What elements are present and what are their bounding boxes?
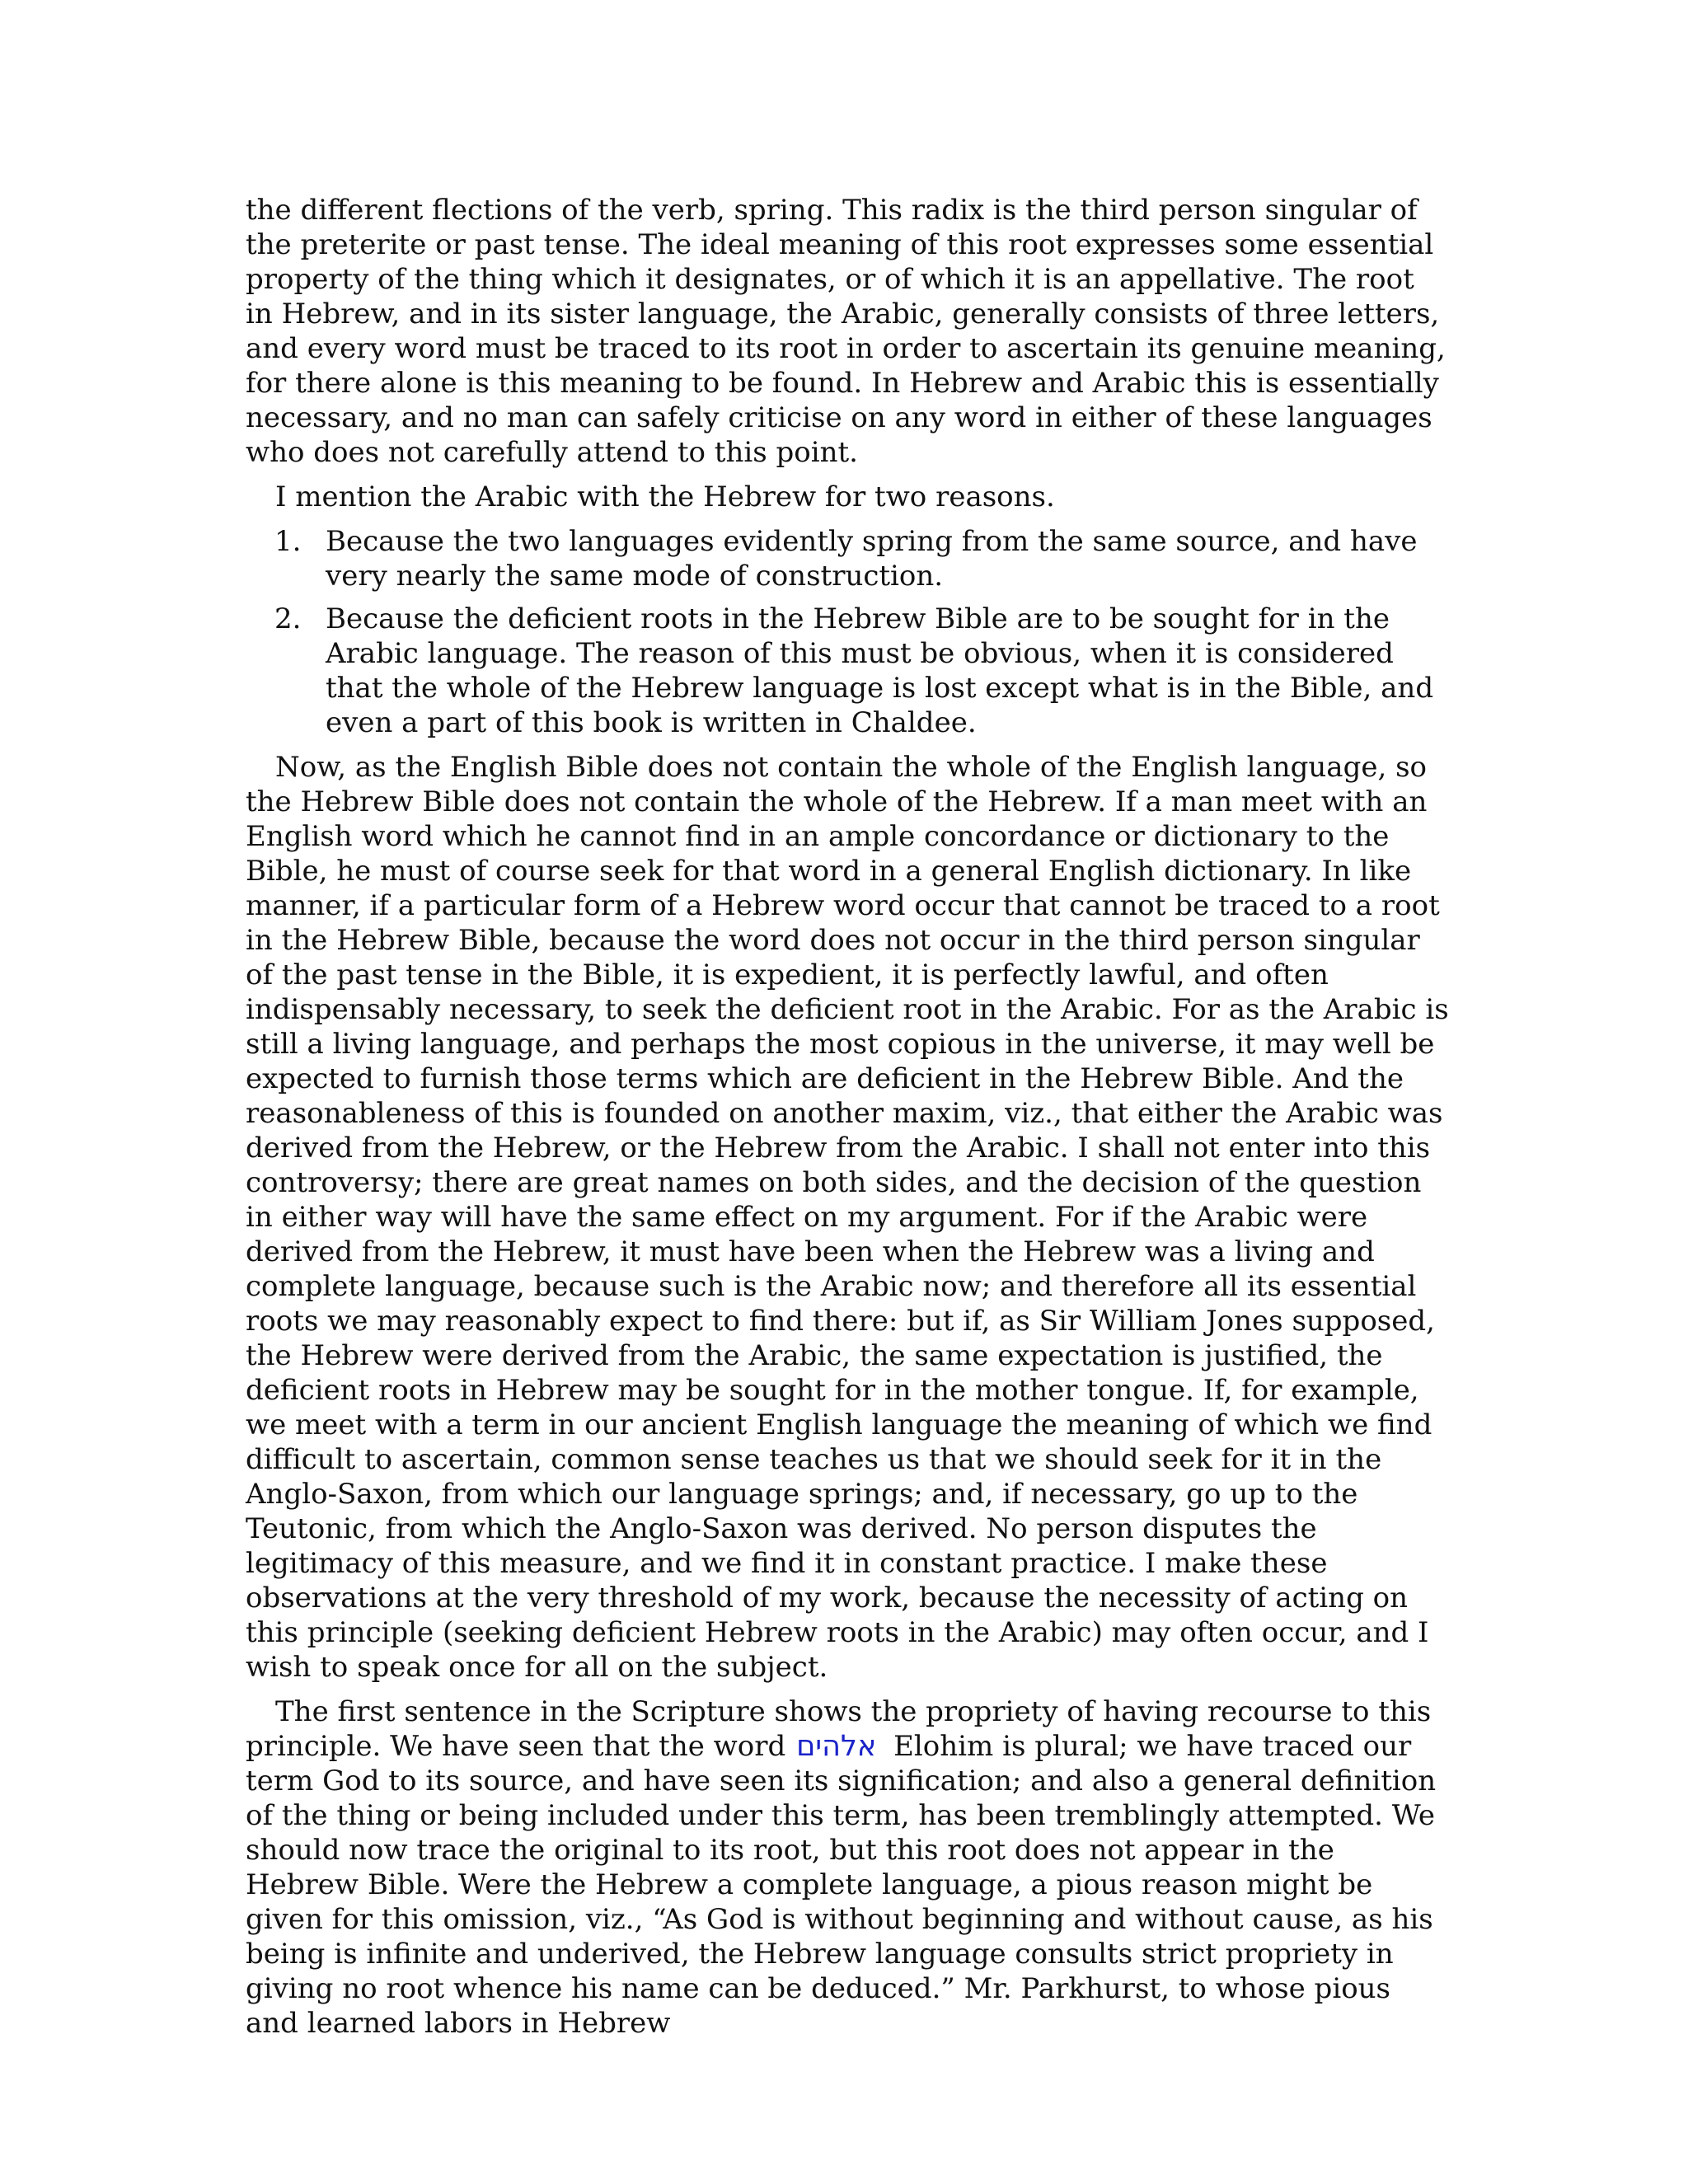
reason-number-1: 1. <box>274 525 302 558</box>
paragraph-two-reasons-intro: I mention the Arabic with the Hebrew for two reasons. <box>275 480 1055 513</box>
reason-item-1 <box>246 524 1449 593</box>
document-page <box>246 193 1449 2050</box>
paragraph-radix: the different flections of the verb, spring. This radix is the third person singular of the preterite or past tense. The ideal meaning of this root expresses some essential property of the thing which it designates, or of which it is an appellative. The root in Hebrew, and in its sister language, the Arabic, generally consists of three letters, and every word must be traced to its root in order to ascertain its genuine meaning, for there alone is this meaning to be found. In Hebrew and Arabic this is essentially necessary, and no man can safely criticise on any word in either of these languages who does not carefully attend to this point. <box>246 194 1446 469</box>
reasons-list <box>246 524 1449 740</box>
paragraph-first-sentence <box>246 1694 1449 2041</box>
reason-text-1: Because the two languages evidently spring from the same source, and have very nearly the same mode of construction. <box>326 525 1418 593</box>
paragraph-first-sentence-rest: God to its source, and have seen its signification; and also a general definition of the thing or being included under this term, has been tremblingly attempted. We should now trace the original to its root, but this root does not appear in the Hebrew Bible. Were the Hebrew a complete language, a pious reason might be given for this omission, viz., “As God is without beginning and without cause, as his being is infinite and underived, the Hebrew language consults strict propriety in giving no root whence his name can be deduced.” Mr. Parkhurst, to whose pious and learned labors in Hebrew <box>246 1765 1437 2040</box>
hebrew-word-elohim[interactable]: אלהים <box>796 1730 877 1763</box>
reason-number-2: 2. <box>274 602 302 635</box>
reason-item-2 <box>246 602 1449 740</box>
paragraph-english-bible: Now, as the English Bible does not contain the whole of the English language, so the Hebrew Bible does not contain the whole of the Hebrew. If a man meet with an English word which he cannot find in an ample concordance or dictionary to the Bible, he must of course seek for that word in a general English dictionary. In like manner, if a particular form of a Hebrew word occur that cannot be traced to a root in the Hebrew Bible, because the word does not occur in the third person singular of the past tense in the Bible, it is expedient, it is perfectly lawful, and often indispensably necessary, to seek the deficient root in the Arabic. For as the Arabic is still a living language, and perhaps the most copious in the universe, it may well be expected to furnish those terms which are deficient in the Hebrew Bible. And the reasonableness of this is founded on another maxim, viz., that either the Arabic was derived from the Hebrew, or the Hebrew from the Arabic. I shall not enter into this controversy; there are great names on both sides, and the decision of the question in either way will have the same effect on my argument. For if the Arabic were derived from the Hebrew, it must have been when the Hebrew was a living and complete language, because such is the Arabic now; and therefore all its essential roots we may reasonably expect to find there: but if, as Sir William Jones supposed, the Hebrew were derived from the Arabic, the same expectation is justified, the deficient roots in Hebrew may be sought for in the mother tongue. If, for example, we meet with a term in our ancient English language the meaning of which we find difficult to ascertain, common sense teaches us that we should seek for it in the Anglo-Saxon, from which our language springs; and, if necessary, go up to the Teutonic, from which the Anglo-Saxon was derived. No person disputes the legitimacy of this measure, and we find it in constant practice. I make these observations at the very threshold of my work, because the necessity of acting on this principle (seeking deficient Hebrew roots in the Arabic) may often occur, and I wish to speak once for all on the subject. <box>246 751 1449 1684</box>
paragraph-first-sentence-start: The first sentence in the Scripture shows the propriety of having recourse to this principle. We have seen that the word <box>246 1695 1432 1763</box>
paragraph-first-sentence-after-hebrew: Elohim is plural; we have traced our term <box>246 1730 1412 1797</box>
reason-text-2: Because the deficient roots in the Hebrew Bible are to be sought for in the Arabic language. The reason of this must be obvious, when it is considered that the whole of the Hebrew language is lost except what is in the Bible, and even a part of this book is written in Chaldee. <box>326 602 1434 739</box>
